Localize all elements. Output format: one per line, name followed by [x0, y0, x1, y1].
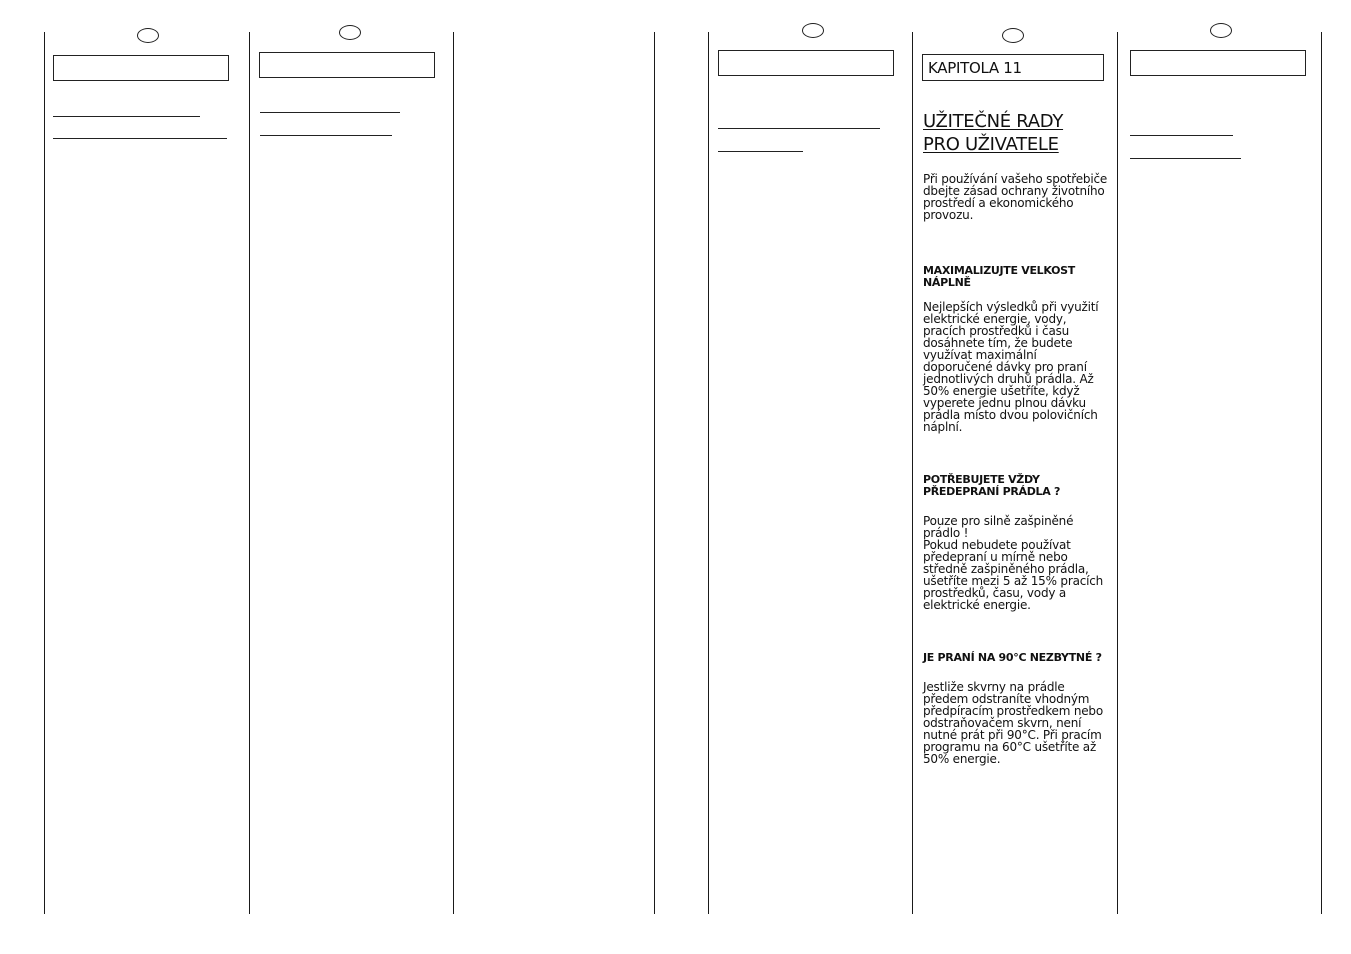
- title-placeholder-line: [718, 151, 803, 152]
- section-heading: MAXIMALIZUJTE VELKOST NÁPLNĚ: [923, 264, 1075, 289]
- title-placeholder-line: [1130, 135, 1233, 136]
- column-divider: [453, 32, 454, 914]
- title-placeholder-line: [718, 128, 880, 129]
- chapter-header-box: [922, 54, 1104, 81]
- intro-paragraph: Při používání vašeho spotřebiče dbejte zásad ochrany životního prostředí a ekonomického provozu.: [923, 172, 1108, 222]
- column-divider: [654, 32, 655, 914]
- page-title-line1: UŽITEČNÉ RADY: [923, 111, 1064, 132]
- chapter-header-box-empty: [53, 55, 229, 81]
- column-divider: [249, 32, 250, 914]
- language-oval-marker: [339, 25, 361, 40]
- column-divider: [1321, 32, 1322, 914]
- chapter-header-box-empty: [259, 52, 435, 78]
- title-placeholder-line: [53, 116, 200, 117]
- chapter-label: KAPITOLA 11: [928, 59, 1022, 77]
- language-oval-marker: [802, 23, 824, 38]
- section-90c-wash: [923, 652, 1109, 765]
- title-placeholder-line: [260, 112, 400, 113]
- title-placeholder-line: [260, 135, 392, 136]
- section-heading: POTŘEBUJETE VŽDY PŘEDEPRANÍ PRÁDLA ?: [923, 473, 1061, 498]
- section-body: Pouze pro silně zašpiněné prádlo !: [923, 514, 1074, 540]
- page-title-line2: PRO UŽIVATELE: [923, 134, 1059, 155]
- section-body: Pokud nebudete používat předepraní u mírně nebo středně zašpiněného prádla, ušetříte mezi 5 až 15% pracích prostředků, času, vody a elektrické energie.: [923, 538, 1104, 612]
- chapter-header-box-empty: [718, 50, 894, 76]
- column-divider: [912, 32, 913, 914]
- chapter-header-box-empty: [1130, 50, 1306, 76]
- section-load-size: [923, 265, 1109, 433]
- column-divider: [44, 32, 45, 914]
- language-oval-marker: [137, 28, 159, 43]
- section-body: Nejlepších výsledků při využití elektrické energie, vody, pracích prostředků i času dosáhnete tím, že budete využívat maximální doporučené dávky pro praní jednotlivých druhů prádla. Až 50% energie ušetříte, když vyperete jednu plnou dávku prádla místo dvou polovičních náplní.: [923, 300, 1099, 434]
- title-placeholder-line: [53, 138, 227, 139]
- language-oval-marker: [1210, 23, 1232, 38]
- section-body: Jestliže skvrny na prádle předem odstraníte vhodným předpíracím prostředkem nebo odstraňovačem skvrn, není nutné prát při 90°C. Při pracím programu na 60°C ušetříte až 50% energie.: [923, 680, 1103, 766]
- page-title: [923, 110, 1109, 156]
- text-column: [923, 110, 1109, 765]
- section-prewash: [923, 474, 1109, 611]
- title-placeholder-line: [1130, 158, 1241, 159]
- language-oval-marker: [1002, 28, 1024, 43]
- column-divider: [708, 32, 709, 914]
- section-heading: JE PRANÍ NA 90°C NEZBYTNÉ ?: [923, 651, 1102, 664]
- column-divider: [1117, 32, 1118, 914]
